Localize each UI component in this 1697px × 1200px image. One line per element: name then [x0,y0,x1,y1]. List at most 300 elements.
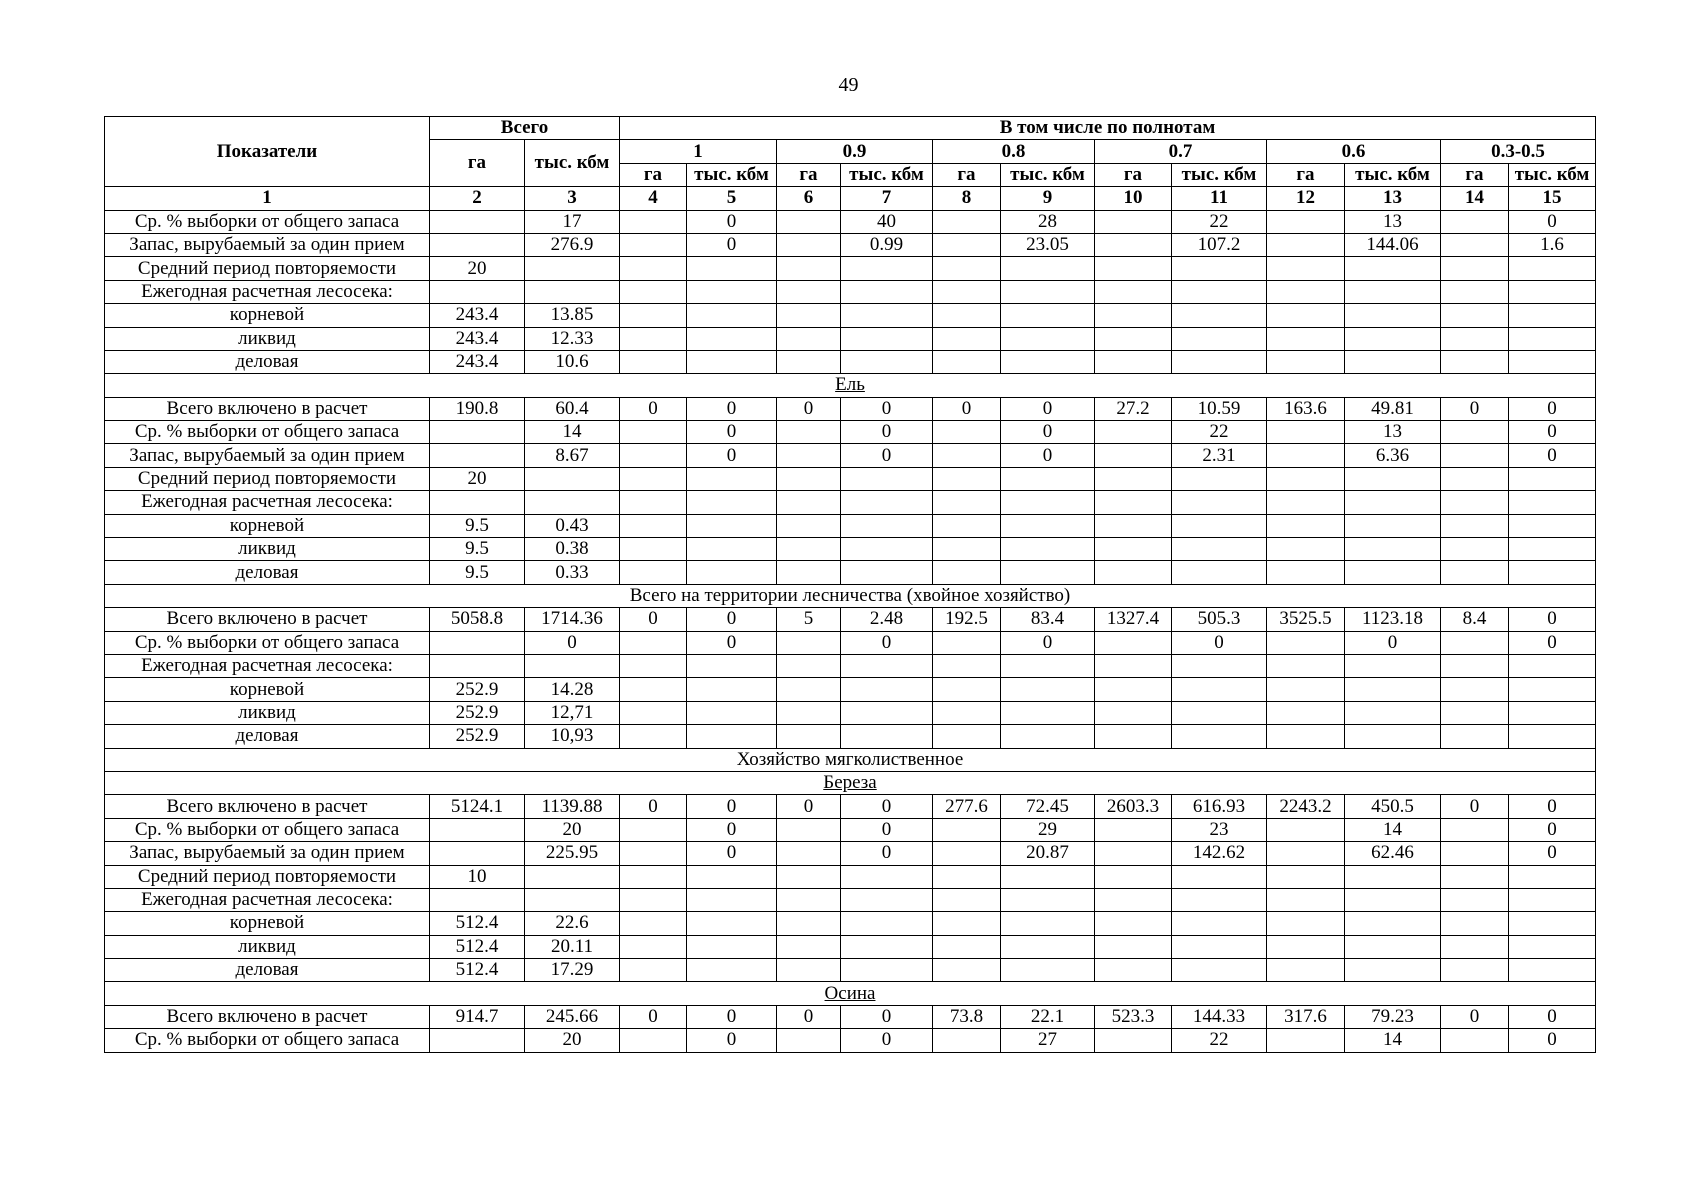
column-number: 6 [777,187,841,210]
table-cell [687,725,777,748]
table-cell: 505.3 [1172,608,1267,631]
table-cell [1095,959,1172,982]
table-cell: 27.2 [1095,397,1172,420]
page-number: 49 [838,74,859,96]
column-number-row [105,187,1596,210]
header-total-ha: га [430,140,525,187]
table-cell [1441,654,1509,677]
table-row [105,538,1596,561]
table-cell [1095,491,1172,514]
row-label: ликвид [105,538,430,561]
table-cell [777,491,841,514]
table-cell: 0 [620,397,687,420]
table-cell [1172,491,1267,514]
table-cell [1509,538,1596,561]
table-row [105,818,1596,841]
table-cell [1441,350,1509,373]
table-cell [1441,865,1509,888]
table-cell: 1139.88 [525,795,620,818]
row-label: Средний период повторяемости [105,257,430,280]
table-cell [1001,350,1095,373]
table-row [105,842,1596,865]
table-cell [777,280,841,303]
table-cell [430,444,525,467]
row-label: Ср. % выборки от общего запаса [105,631,430,654]
row-label: ликвид [105,935,430,958]
table-cell [1095,304,1172,327]
table-cell [933,327,1001,350]
header-volume: тыс. кбм [1001,163,1095,186]
table-cell [687,350,777,373]
table-cell [777,865,841,888]
table-row [105,514,1596,537]
table-cell: 144.33 [1172,1005,1267,1028]
table-cell [777,842,841,865]
section-title [105,748,1596,771]
header-ha: га [777,163,841,186]
section-title-text: Береза [823,772,877,794]
row-label: Запас, вырубаемый за один прием [105,444,430,467]
column-number: 12 [1267,187,1345,210]
table-row [105,1029,1596,1052]
table-cell: 0 [620,1005,687,1028]
table-cell [687,491,777,514]
table-cell [1267,257,1345,280]
table-cell [1267,538,1345,561]
table-cell [620,865,687,888]
table-cell [430,818,525,841]
table-cell [1001,327,1095,350]
table-cell [777,631,841,654]
table-cell [1267,561,1345,584]
table-cell [1267,280,1345,303]
table-cell: 0.38 [525,538,620,561]
table-cell: 0.43 [525,514,620,537]
table-cell [1509,257,1596,280]
table-row [105,959,1596,982]
header-by-density: В том числе по полнотам [620,117,1596,140]
table-cell [687,538,777,561]
table-cell [1345,959,1441,982]
row-label: Всего включено в расчет [105,397,430,420]
table-row [105,1005,1596,1028]
table-cell: 2.31 [1172,444,1267,467]
section-row [105,982,1596,1005]
table-cell [1095,654,1172,677]
table-cell [777,467,841,490]
table-cell: 29 [1001,818,1095,841]
row-label: деловая [105,959,430,982]
row-label: деловая [105,725,430,748]
table-cell: 243.4 [430,350,525,373]
table-cell [1172,538,1267,561]
table-cell: 10.6 [525,350,620,373]
table-cell [620,631,687,654]
table-cell [933,725,1001,748]
table-cell: 0 [841,1005,933,1028]
table-cell [841,959,933,982]
column-number: 3 [525,187,620,210]
header-indicators: Показатели [105,117,430,187]
header-volume: тыс. кбм [1172,163,1267,186]
table-cell [1095,935,1172,958]
table-cell: 20.11 [525,935,620,958]
table-cell [777,327,841,350]
table-cell: 62.46 [1345,842,1441,865]
table-cell [1267,912,1345,935]
table-cell [1267,935,1345,958]
table-cell [620,257,687,280]
table-cell [1441,959,1509,982]
table-cell: 0 [687,631,777,654]
table-cell [777,959,841,982]
table-row [105,421,1596,444]
table-cell [841,538,933,561]
table-cell [687,678,777,701]
table-cell [1345,327,1441,350]
table-cell: 0 [525,631,620,654]
table-cell: 252.9 [430,678,525,701]
table-cell: 0 [1345,631,1441,654]
table-cell [841,701,933,724]
table-cell [1001,280,1095,303]
table-cell: 72.45 [1001,795,1095,818]
table-cell [1001,935,1095,958]
table-cell: 20 [430,467,525,490]
table-cell [525,491,620,514]
table-cell [1095,1029,1172,1052]
table-cell [1441,444,1509,467]
column-number: 7 [841,187,933,210]
table-cell: 107.2 [1172,233,1267,256]
table-cell: 0 [687,608,777,631]
table-cell [687,561,777,584]
table-cell [933,959,1001,982]
table-cell [777,561,841,584]
header-density: 0.8 [933,140,1095,163]
table-cell [1267,959,1345,982]
header-row-1 [105,117,1596,140]
table-cell [1095,210,1172,233]
table-cell [933,678,1001,701]
table-cell [777,304,841,327]
table-cell [1441,421,1509,444]
table-cell [1509,514,1596,537]
table-cell [430,888,525,911]
table-cell: 0 [687,444,777,467]
table-cell: 512.4 [430,959,525,982]
table-cell [430,631,525,654]
table-cell [1345,678,1441,701]
table-cell [1172,304,1267,327]
table-cell [841,725,933,748]
table-cell: 10.59 [1172,397,1267,420]
table-cell [1441,491,1509,514]
table-cell [1509,959,1596,982]
table-cell [620,233,687,256]
table-cell [1001,538,1095,561]
table-cell: 0 [1441,397,1509,420]
table-cell [1267,444,1345,467]
table-cell [1095,631,1172,654]
table-cell [933,935,1001,958]
table-cell: 243.4 [430,327,525,350]
table-cell: 0 [687,1005,777,1028]
table-cell [1172,350,1267,373]
table-cell [1441,280,1509,303]
table-cell [841,350,933,373]
table-cell: 83.4 [1001,608,1095,631]
table-cell [1095,280,1172,303]
table-cell [777,444,841,467]
header-ha: га [1267,163,1345,186]
table-cell: 13 [1345,210,1441,233]
row-label: корневой [105,678,430,701]
table-cell: 245.66 [525,1005,620,1028]
table-cell [1345,935,1441,958]
row-label: ликвид [105,327,430,350]
table-cell: 144.06 [1345,233,1441,256]
table-cell: 9.5 [430,561,525,584]
table-cell: 225.95 [525,842,620,865]
row-label: Всего включено в расчет [105,608,430,631]
table-cell [841,935,933,958]
table-cell [620,935,687,958]
table-row [105,935,1596,958]
table-cell: 17 [525,210,620,233]
table-cell: 23 [1172,818,1267,841]
table-cell [525,257,620,280]
table-cell [1095,888,1172,911]
table-cell [1095,350,1172,373]
section-row [105,584,1596,607]
table-cell: 0 [1001,631,1095,654]
table-cell: 0 [1509,608,1596,631]
table-row [105,725,1596,748]
table-cell [777,210,841,233]
table-cell [1172,725,1267,748]
table-cell: 252.9 [430,701,525,724]
table-cell [1441,538,1509,561]
table-cell [1509,935,1596,958]
table-cell [841,491,933,514]
table-row [105,233,1596,256]
table-cell [687,701,777,724]
table-cell [1172,935,1267,958]
table-cell: 0 [933,397,1001,420]
table-cell: 22 [1172,421,1267,444]
table-row [105,280,1596,303]
table-cell [687,865,777,888]
row-label: деловая [105,350,430,373]
header-density: 1 [620,140,777,163]
table-cell [1267,842,1345,865]
table-cell [777,678,841,701]
section-title [105,982,1596,1005]
table-cell: 13 [1345,421,1441,444]
table-cell [1172,654,1267,677]
table-cell: 914.7 [430,1005,525,1028]
table-cell [777,1029,841,1052]
table-cell [525,865,620,888]
header-volume: тыс. кбм [1509,163,1596,186]
header-ha: га [933,163,1001,186]
table-row [105,888,1596,911]
table-cell [620,1029,687,1052]
row-label: Запас, вырубаемый за один прием [105,233,430,256]
table-cell [1095,421,1172,444]
table-cell [1345,467,1441,490]
table-cell: 0 [841,397,933,420]
table-cell [1509,280,1596,303]
table-cell: 9.5 [430,538,525,561]
table-cell [841,888,933,911]
table-row [105,561,1596,584]
row-label: ликвид [105,701,430,724]
row-label: Ежегодная расчетная лесосека: [105,280,430,303]
table-cell [620,304,687,327]
table-cell: 0 [687,1029,777,1052]
table-cell [777,421,841,444]
table-cell [1001,912,1095,935]
table-cell [1441,327,1509,350]
table-cell [620,327,687,350]
table-cell: 616.93 [1172,795,1267,818]
table-cell [1345,350,1441,373]
header-density: 0.3-0.5 [1441,140,1596,163]
header-ha: га [1095,163,1172,186]
table-cell [1001,561,1095,584]
section-row [105,374,1596,397]
table-cell [1345,257,1441,280]
table-cell [777,935,841,958]
table-cell [430,654,525,677]
table-cell [1095,865,1172,888]
table-cell [1441,233,1509,256]
table-cell [1345,725,1441,748]
table-cell [1095,467,1172,490]
table-cell [933,304,1001,327]
table-cell [1509,912,1596,935]
table-cell [1441,818,1509,841]
table-cell: 0 [1509,818,1596,841]
section-row [105,771,1596,794]
table-cell [1441,304,1509,327]
table-cell: 0 [1001,444,1095,467]
table-cell: 0 [841,818,933,841]
table-cell [777,888,841,911]
column-number: 14 [1441,187,1509,210]
table-cell [1441,467,1509,490]
table-cell: 0 [777,397,841,420]
column-number: 15 [1509,187,1596,210]
row-label: корневой [105,912,430,935]
row-label: Ср. % выборки от общего запаса [105,818,430,841]
table-cell [1441,1029,1509,1052]
table-cell [777,514,841,537]
table-cell [1001,654,1095,677]
table-cell: 0 [1509,210,1596,233]
table-cell [1267,304,1345,327]
row-label: Средний период повторяемости [105,467,430,490]
table-row [105,397,1596,420]
table-cell [1345,888,1441,911]
header-density: 0.9 [777,140,933,163]
table-cell [1345,514,1441,537]
table-cell [687,935,777,958]
table-cell [687,912,777,935]
column-number: 11 [1172,187,1267,210]
table-cell [841,654,933,677]
table-cell [1172,257,1267,280]
table-cell [841,467,933,490]
table-cell [933,818,1001,841]
table-cell: 3525.5 [1267,608,1345,631]
section-title-text: Всего на территории лесничества (хвойное хозяйство) [629,585,1071,606]
table-cell [525,280,620,303]
table-cell [1441,725,1509,748]
table-cell: 512.4 [430,935,525,958]
table-row [105,865,1596,888]
table-cell: 1327.4 [1095,608,1172,631]
table-cell [1172,959,1267,982]
section-title [105,374,1596,397]
table-cell: 0 [620,795,687,818]
table-cell [1267,1029,1345,1052]
table-cell [620,444,687,467]
table-cell [1267,865,1345,888]
table-cell: 1714.36 [525,608,620,631]
table-row [105,444,1596,467]
table-cell [1095,327,1172,350]
table-cell [620,210,687,233]
table-cell: 12.33 [525,327,620,350]
table-cell: 0 [1001,421,1095,444]
section-title [105,771,1596,794]
table-cell: 6.36 [1345,444,1441,467]
table-cell [1441,257,1509,280]
table-cell [430,210,525,233]
table-cell [1345,280,1441,303]
table-cell: 192.5 [933,608,1001,631]
table-cell [525,888,620,911]
table-cell: 20 [525,818,620,841]
table-cell [777,912,841,935]
table-cell [1095,233,1172,256]
table-cell [841,257,933,280]
table-cell [1172,678,1267,701]
table-cell: 0 [1509,397,1596,420]
table-cell [1267,725,1345,748]
table-cell: 10,93 [525,725,620,748]
table-cell [1001,888,1095,911]
table-cell: 317.6 [1267,1005,1345,1028]
table-cell: 243.4 [430,304,525,327]
table-cell [1172,280,1267,303]
table-cell: 163.6 [1267,397,1345,420]
table-cell [1001,304,1095,327]
table-cell: 277.6 [933,795,1001,818]
column-number: 9 [1001,187,1095,210]
table-cell [687,467,777,490]
table-cell: 0 [777,795,841,818]
table-cell: 14.28 [525,678,620,701]
row-label: Всего включено в расчет [105,1005,430,1028]
table-cell: 5058.8 [430,608,525,631]
table-cell [687,304,777,327]
table-cell [933,514,1001,537]
table-cell [1001,467,1095,490]
